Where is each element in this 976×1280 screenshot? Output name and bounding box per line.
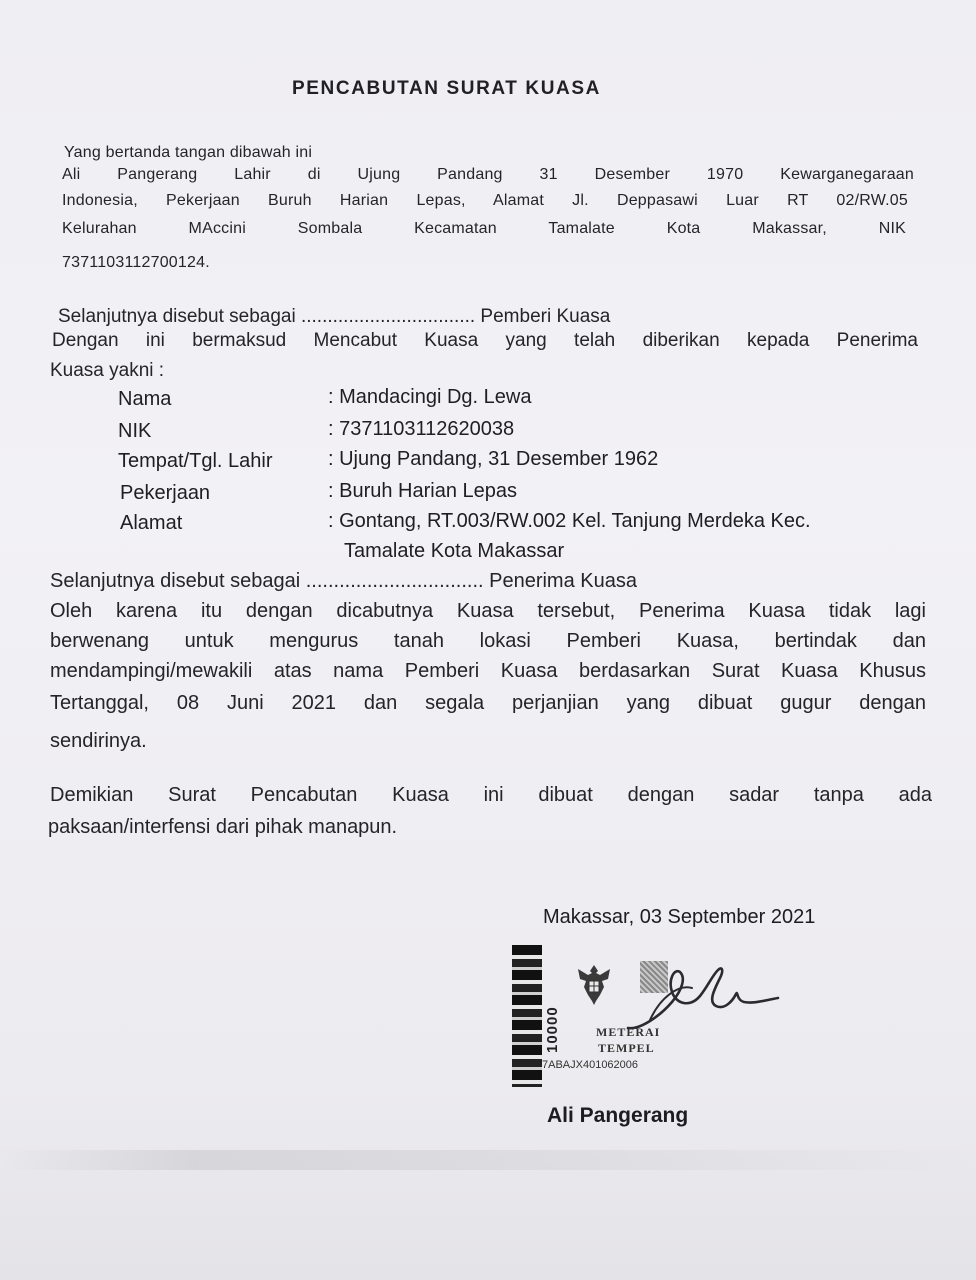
nik-value: : 7371103112620038 xyxy=(328,418,515,440)
body-line-1: Oleh karena itu dengan dicabutnya Kuasa tersebut, Penerima Kuasa tidak lagi xyxy=(50,600,926,622)
garuda-emblem-icon xyxy=(572,961,616,1009)
nama-value: : Mandacingi Dg. Lewa xyxy=(328,386,532,408)
stamp-label-meterai: METERAI xyxy=(596,1025,661,1039)
ttl-label: Tempat/Tgl. Lahir xyxy=(118,450,273,472)
nik-label: NIK xyxy=(118,420,152,442)
closing-line-1: Demikian Surat Pencabutan Kuasa ini dibuat dengan sadar tanpa ada xyxy=(50,784,932,806)
stamp-security-strip xyxy=(512,945,542,1087)
intro-line-4: Kelurahan MAccini Sombala Kecamatan Tamalate Kota Makassar, NIK xyxy=(62,220,906,237)
body-line-5: sendirinya. xyxy=(50,730,147,752)
intro-line-1: Yang bertanda tangan dibawah ini xyxy=(64,144,313,161)
alamat-label: Alamat xyxy=(120,512,183,534)
pekerjaan-label: Pekerjaan xyxy=(120,482,211,504)
signature-date: Makassar, 03 September 2021 xyxy=(543,906,816,928)
intro-line-2: Ali Pangerang Lahir di Ujung Pandang 31 Desember 1970 Kewarganegaraan xyxy=(62,166,914,183)
intent-line-2: Kuasa yakni : xyxy=(50,360,165,381)
intro-line-3: Indonesia, Pekerjaan Buruh Harian Lepas, Alamat Jl. Deppasawi Luar RT 02/RW.05 xyxy=(62,192,908,209)
intent-line-1: Dengan ini bermaksud Mencabut Kuasa yang telah diberikan kepada Penerima xyxy=(52,330,918,351)
stamp-value: 10000 xyxy=(544,1006,561,1053)
alamat-value: : Gontang, RT.003/RW.002 Kel. Tanjung Merdeka Kec. xyxy=(328,510,811,532)
pekerjaan-value: : Buruh Harian Lepas xyxy=(328,480,518,502)
stamp-serial-code: 7ABAJX401062006 xyxy=(542,1059,639,1071)
closing-line-2: paksaan/interfensi dari pihak manapun. xyxy=(48,816,398,838)
nama-label: Nama xyxy=(118,388,172,410)
paper-smudge xyxy=(0,1150,976,1170)
alamat-value-line-2: Tamalate Kota Makassar xyxy=(344,540,565,562)
document-title: PENCABUTAN SURAT KUASA xyxy=(292,78,601,99)
penerima-kuasa-line: Selanjutnya disebut sebagai ................................ Penerima Kuasa xyxy=(50,570,637,592)
intro-line-5: 7371103112700124. xyxy=(62,254,210,271)
body-line-3: mendampingi/mewakili atas nama Pemberi Kuasa berdasarkan Surat Kuasa Khusus xyxy=(50,660,926,682)
handwritten-signature xyxy=(620,958,790,1043)
signer-name: Ali Pangerang xyxy=(547,1104,689,1127)
pemberi-kuasa-line: Selanjutnya disebut sebagai ................................. Pemberi Kuasa xyxy=(58,306,611,327)
body-line-2: berwenang untuk mengurus tanah lokasi Pemberi Kuasa, bertindak dan xyxy=(50,630,926,652)
body-line-4: Tertanggal, 08 Juni 2021 dan segala perjanjian yang dibuat gugur dengan xyxy=(50,692,926,714)
ttl-value: : Ujung Pandang, 31 Desember 1962 xyxy=(328,448,659,470)
stamp-label-tempel: TEMPEL xyxy=(598,1041,655,1055)
